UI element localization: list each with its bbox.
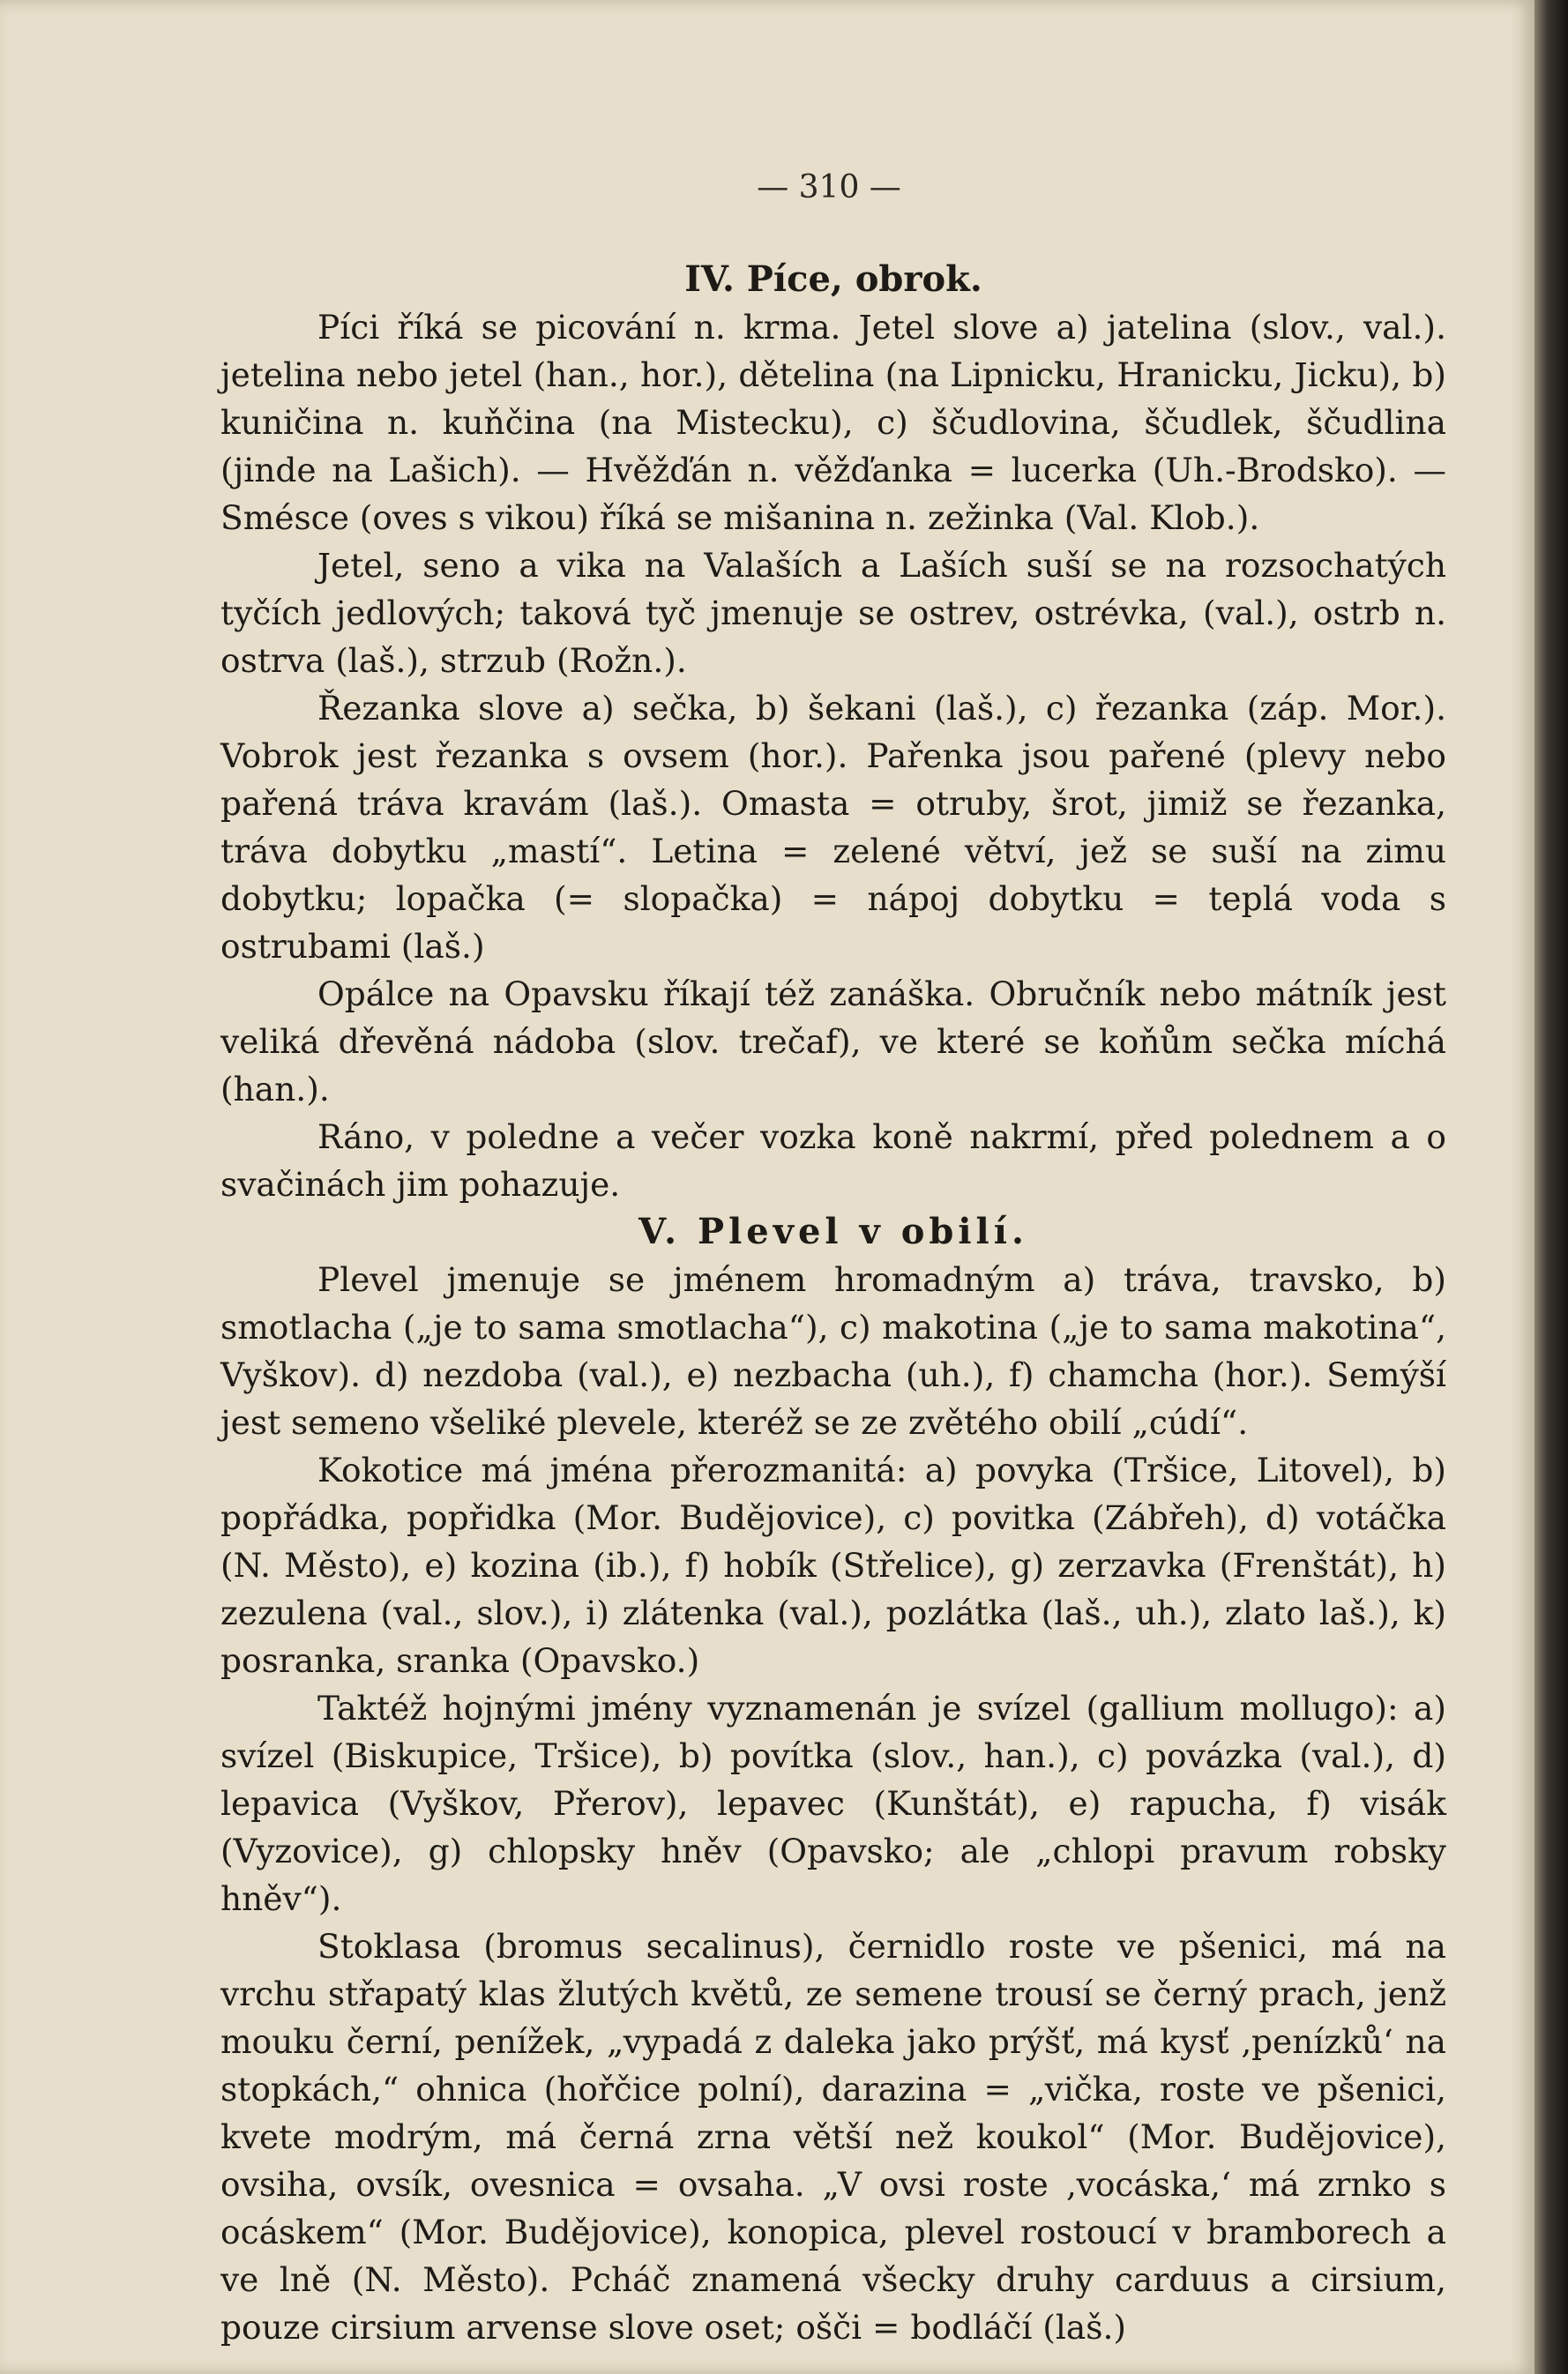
paragraph: Stoklasa (bromus secalinus), černidlo roste ve pšenici, má na vrchu střapatý klas žlutých květů, ze semene trousí se černý prach, jenž mouku černí, penížek, „vypadá z daleka jako prýšť, má kysť ‚penízků‘ na stopkách,“ ohnica (hořčice polní), darazina = „vička, roste ve pšenici, kvete modrým, má černá zrna větší než koukol“ (Mor. Budějovice), ovsiha, ovsík, ovesnica = ovsaha. „V ovsi roste ‚vocáska,‘ má zrnko s ocáskem“ (Mor. Budějovice), konopica, plevel rostoucí v bramborech a ve lně (N. Město). Pcháč znamená všecky druhy carduus a cirsium, pouze cirsium arvense slove oset; ošči = bodláčí (laš.)	[220, 1927, 1446, 2347]
book-binding-edge	[1534, 0, 1568, 2374]
text-body	[220, 256, 1446, 2351]
section-heading-v: V. Plevel v obilí.	[638, 1211, 1028, 1252]
paragraph: Taktéž hojnými jmény vyznamenán je svízel (gallium mollugo): a) svízel (Biskupice, Tršice), b) povítka (slov., han.), c) povázka (val.), d) lepavica (Vyškov, Přerov), lepavec (Kunštát), e) rapucha, f) visák (Vyzovice), g) chlopsky hněv (Opavsko; ale „chlopi pravum robsky hněv“).	[220, 1689, 1446, 1918]
paragraph: Řezanka slove a) sečka, b) šekani (laš.), c) řezanka (záp. Mor.). Vobrok jest řezanka s ovsem (hor.). Pařenka jsou pařené (plevy nebo pařená tráva kravám (laš.). Omasta = otruby, šrot, jimiž se řezanka, tráva dobytku „mastí“. Letina = zelené větví, jež se suší na zimu dobytku; lopačka (= slopačka) = nápoj dobytku = teplá voda s ostrubami (laš.)	[220, 689, 1446, 966]
paragraph: Jetel, seno a vika na Valaších a Laších suší se na rozsochatých tyčích jedlových; taková tyč jmenuje se ostrev, ostrévka, (val.), ostrb n. ostrva (laš.), strzub (Rožn.).	[220, 546, 1446, 680]
paragraph: Opálce na Opavsku říkají též zanáška. Obručník nebo mátník jest veliká dřevěná nádoba (slov. trečaf), ve které se koňům sečka míchá (han.).	[220, 974, 1446, 1109]
paragraph: Píci říká se picování n. krma. Jetel slove a) jatelina (slov., val.). jetelina nebo jetel (han., hor.), dětelina (na Lipnicku, Hranicku, Jicku), b) kuničina n. kuňčina (na Mistecku), c) ščudlovina, ščudlek, ščudlina (jinde na Lašich). — Hvěžďán n. věžďanka = lucerka (Uh.-Brodsko). — Smésce (oves s vikou) říká se mišanina n. zežinka (Val. Klob.).	[220, 308, 1446, 537]
page-number: — 310 —	[757, 169, 901, 205]
paragraph: Kokotice má jména přerozmanitá: a) povyka (Tršice, Litovel), b) popřádka, popřidka (Mor. Budějovice), c) povitka (Zábřeh), d) votáčka (N. Město), e) kozina (ib.), f) hobík (Střelice), g) zerzavka (Frenštát), h) zezulena (val., slov.), i) zlátenka (val.), pozlátka (laš., uh.), zlato laš.), k) posranka, sranka (Opavsko.)	[220, 1451, 1446, 1680]
section-heading-iv: IV. Píce, obrok.	[684, 258, 982, 300]
paragraph: Plevel jmenuje se jménem hromadným a) tráva, travsko, b) smotlacha („je to sama smotlacha“), c) makotina („je to sama makotina“, Vyškov). d) nezdoba (val.), e) nezbacha (uh.), f) chamcha (hor.). Semýší jest semeno všeliké plevele, kteréž se ze zvětého obilí „cúdí“.	[220, 1260, 1446, 1442]
paragraph: Ráno, v poledne a večer vozka koně nakrmí, před polednem a o svačinách jim pohazuje.	[220, 1117, 1446, 1204]
